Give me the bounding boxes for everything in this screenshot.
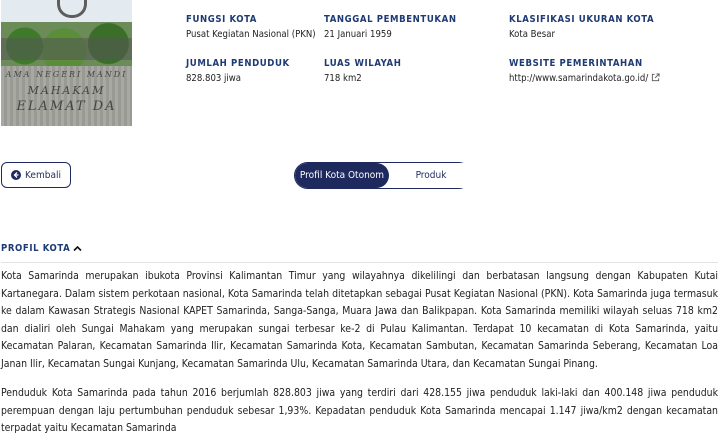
tab-profil-kota-otonom[interactable]: Profil Kota Otonom — [295, 163, 389, 188]
tab-produk[interactable]: Produk — [389, 163, 473, 188]
fungsi-kota-label: FUNGSI KOTA — [186, 14, 258, 25]
luas-wilayah-label: LUAS WILAYAH — [324, 58, 402, 69]
klasifikasi-ukuran-kota-label: KLASIFIKASI UKURAN KOTA — [509, 14, 655, 25]
plaza-text-line-2: MAHAKAM — [27, 84, 106, 97]
arrow-left-icon — [11, 170, 21, 180]
profile-paragraph-2: Penduduk Kota Samarinda pada tahun 2016 berjumlah 828.803 jiwa yang terdiri dari 428.155 jiwa penduduk laki-laki dan 400.148 jiwa penduduk perempuan dengan laju pertumbuhan penduduk sebesar 1,93%. Kepadatan penduduk Kota Samarinda mencapai 1.147 jiwa/km2 dengan kecamatan terpadat yaitu Kecamatan Samarinda — [1, 387, 718, 435]
fungsi-kota-value: Pusat Kegiatan Nasional (PKN) — [186, 29, 316, 40]
profile-paragraph-1: Kota Samarinda merupakan ibukota Provinsi Kalimantan Timur yang wilayahnya dikelilingi dan berbatasan langsung dengan Kabupaten Kutai Kartanegara. Dalam sistem perkotaan nasional, Kota Samarinda telah ditetapkan sebagai Pusat Kegiatan Nasional (PKN). Kota Samarinda juga termasuk ke dalam Kawasan Strategis Nasional KAPET Samarinda, Sanga-Sanga, Muara Jawa dan Balikpapan. Kota Samarinda memiliki wilayah seluas 718 km2 dan dialiri oleh Sungai Mahakam yang merupakan sungai terbesar ke-2 di Pulau Kalimantan. Terdapat 10 kecamatan di Kota Samarinda, yaitu Kecamatan Palaran, Kecamatan Samarinda Ilir, Kecamatan Samarinda Kota, Kecamatan Sambutan, Kecamatan Samarinda Seberang, Kecamatan Loa Janan Ilir, Kecamatan Sungai Kunjang, Kecamatan Samarinda Ulu, Kecamatan Samarinda Utara, dan Kecamatan Sungai Pinang. — [1, 270, 718, 370]
chevron-up-icon — [73, 245, 82, 252]
external-link-icon[interactable] — [651, 73, 660, 82]
back-button-label: Kembali — [25, 169, 61, 181]
jumlah-penduduk-value: 828.803 jiwa — [186, 73, 242, 84]
website-link[interactable] — [509, 73, 660, 84]
plaza-text-line-1: AMA NEGERI MANDI — [5, 70, 128, 79]
section-title: PROFIL KOTA — [1, 243, 71, 254]
photo-wall — [1, 38, 132, 60]
section-divider — [1, 262, 718, 263]
website-pemerintahan-label: WEBSITE PEMERINTAHAN — [509, 58, 643, 69]
tanggal-pembentukan-label: TANGGAL PEMBENTUKAN — [324, 14, 457, 25]
luas-wilayah-value: 718 km2 — [324, 73, 362, 84]
plaza-text-line-3: ELAMAT DA — [16, 99, 117, 114]
city-photo — [1, 0, 132, 126]
back-button[interactable] — [1, 162, 71, 188]
jumlah-penduduk-label: JUMLAH PENDUDUK — [186, 58, 290, 69]
klasifikasi-ukuran-kota-value: Kota Besar — [509, 29, 555, 40]
tanggal-pembentukan-value: 21 Januari 1959 — [324, 29, 392, 40]
website-url[interactable]: http://www.samarindakota.go.id/ — [509, 73, 649, 84]
tab-group — [294, 162, 472, 189]
section-toggle-profil-kota[interactable] — [1, 243, 82, 254]
